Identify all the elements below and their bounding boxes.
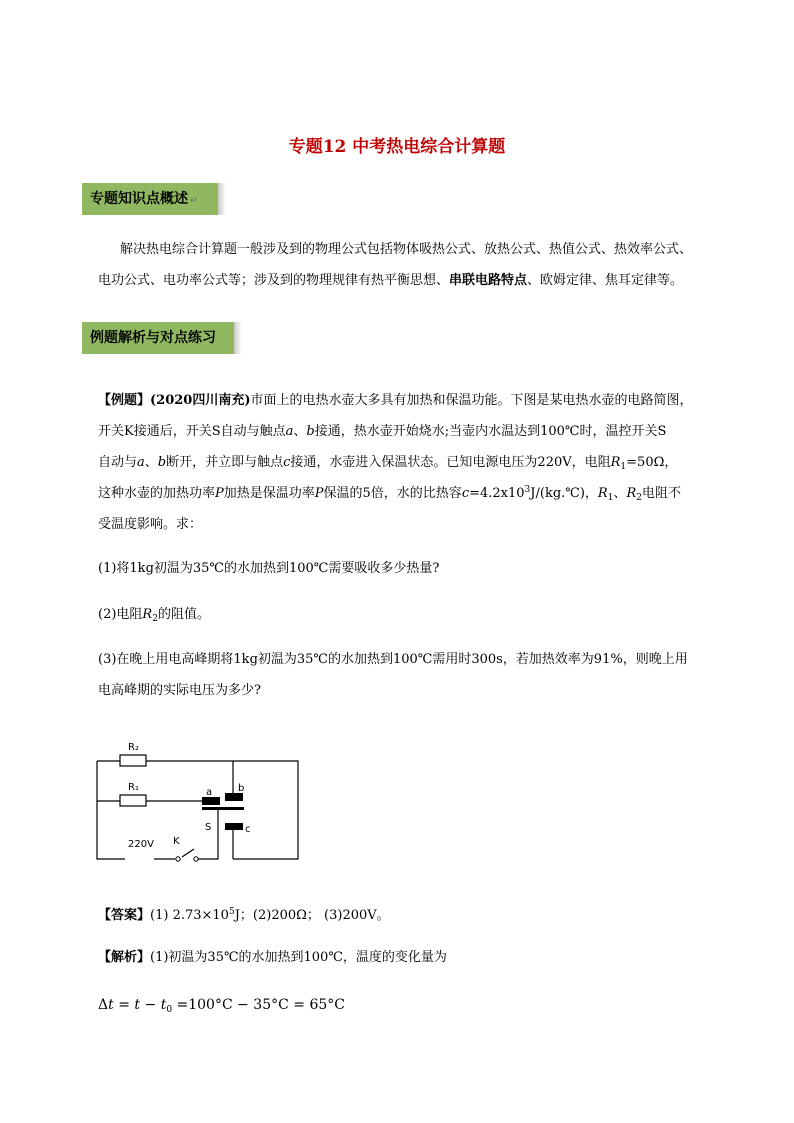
example-line-4 <box>98 482 681 501</box>
superscript: 3 <box>524 485 531 495</box>
label-r2: R₂ <box>128 742 139 753</box>
answer-text: (1) 2.73×10 <box>150 908 229 923</box>
var-t: t <box>134 997 141 1013</box>
section-heading-overview-label: 专题知识点概述 <box>90 191 188 207</box>
var-a: a <box>137 455 145 470</box>
answer-tag: 【答案】 <box>98 908 151 923</box>
terminal <box>176 857 180 861</box>
superscript: 5 <box>228 907 235 917</box>
example-text: 电阻不 <box>641 486 681 501</box>
section-heading-overview <box>82 183 218 215</box>
label-s: S <box>205 822 212 833</box>
var-c: c <box>283 455 291 470</box>
label-b: b <box>238 783 245 794</box>
example-text: 、 <box>293 424 307 439</box>
analysis-line <box>98 946 447 965</box>
example-text: 自动与 <box>98 455 138 470</box>
question-1: (1)将1kg初温为35℃的水加热到100℃需要吸收多少热量? <box>98 561 440 576</box>
example-text: 、 <box>144 455 158 470</box>
wire <box>97 761 125 859</box>
var-r: R <box>610 455 621 470</box>
equals: = <box>113 997 135 1013</box>
overview-line-1: 解决热电综合计算题一般涉及到的物理公式包括物体吸热公式、放热公式、热值公式、热效率公式、 <box>120 242 693 257</box>
question-3-line-1: (3)在晚上用电高峰期将1kg初温为35℃的水加热到100℃需用时300s，若加热效率为91%，则晚上用 <box>98 652 688 667</box>
subscript: 0 <box>166 1005 173 1015</box>
example-text: =4.2x10 <box>469 486 525 501</box>
example-text: 这种水壶的加热功率 <box>98 486 216 501</box>
question-3-line-2: 电高峰期的实际电压为多少? <box>98 683 261 698</box>
example-line-1 <box>98 389 693 408</box>
contact-c <box>225 823 243 830</box>
example-text: 接通，水壶进入保温状态。已知电源电压为220V，电阻 <box>290 455 611 470</box>
page-title: 专题12 中考热电综合计算题 <box>288 137 506 157</box>
example-text: 接通，热水壶开始烧水;当壶内水温达到100℃时，温控开关S <box>314 424 667 439</box>
example-line-5: 受温度影响。求： <box>98 517 203 532</box>
answer-line <box>98 904 390 923</box>
var-a: a <box>285 424 294 439</box>
example-text: 开关K接通后，开关S自动与触点 <box>98 424 286 439</box>
section-heading-examples-label: 例题解析与对点练习 <box>90 330 216 346</box>
overview-line-2 <box>98 269 683 288</box>
subscript: 2 <box>636 493 642 503</box>
resistor-r1 <box>120 795 146 806</box>
example-text: J/(kg.℃)， <box>530 486 598 501</box>
circuit-diagram <box>90 735 305 870</box>
section-heading-examples <box>82 322 234 354</box>
overview-bold-term: 串联电路特点 <box>449 273 528 288</box>
var-r: R <box>626 486 637 501</box>
example-text: 断开，并立即与触点 <box>166 455 284 470</box>
label-voltage: 220V <box>128 839 154 850</box>
contact-b <box>225 793 243 801</box>
example-text: 保温的5倍，水的比热容 <box>323 486 462 501</box>
example-text: 市面上的电热水壶大多具有加热和保温功能。下图是某电热水壶的电路简图， <box>250 393 693 408</box>
analysis-tag: 【解析】 <box>98 950 151 965</box>
example-line-3 <box>98 451 677 470</box>
question-2 <box>98 603 210 622</box>
paragraph-mark: ↵ <box>190 196 198 206</box>
example-tag: 【例题】 <box>98 393 151 408</box>
label-a: a <box>206 787 213 798</box>
var-r: R <box>597 486 608 501</box>
example-source: (2020四川南充) <box>150 393 251 408</box>
var-t0: t <box>160 997 167 1013</box>
terminal <box>194 857 198 861</box>
var-c: c <box>461 486 470 501</box>
example-line-2 <box>98 420 666 439</box>
switch-s-bar <box>202 807 244 810</box>
var-b: b <box>157 455 167 470</box>
formula-line <box>98 997 345 1013</box>
label-r1: R₁ <box>128 782 139 793</box>
subscript: 1 <box>607 493 614 503</box>
label-c: c <box>245 824 251 835</box>
var-t: t <box>108 997 114 1013</box>
formula-result: =100°C − 35°C = 65°C <box>172 997 345 1013</box>
answer-text: J；(2)200Ω； (3)200V。 <box>234 908 390 923</box>
subscript: 1 <box>620 462 627 472</box>
minus: − <box>140 997 161 1013</box>
question-text: 的阻值。 <box>157 607 210 622</box>
example-text: =50Ω， <box>626 455 678 470</box>
switch-k <box>154 807 218 859</box>
question-text: (2)电阻 <box>98 607 143 622</box>
subscript: 2 <box>152 614 158 624</box>
label-k: K <box>173 836 180 847</box>
resistor-r2 <box>120 755 146 766</box>
var-r: R <box>142 607 153 622</box>
overview-text-end: 、欧姆定律、焦耳定律等。 <box>527 273 684 288</box>
contact-a <box>202 797 220 805</box>
analysis-text: (1)初温为35℃的水加热到100℃，温度的变化量为 <box>150 950 447 965</box>
example-text: 加热是保温功率 <box>223 486 315 501</box>
delta-symbol: Δ <box>98 997 109 1013</box>
var-p: P <box>215 486 224 501</box>
overview-text: 电功公式、电功率公式等；涉及到的物理规律有热平衡思想、 <box>98 273 450 288</box>
var-p: P <box>314 486 324 501</box>
var-b: b <box>306 424 315 439</box>
comma: 、 <box>613 486 627 501</box>
